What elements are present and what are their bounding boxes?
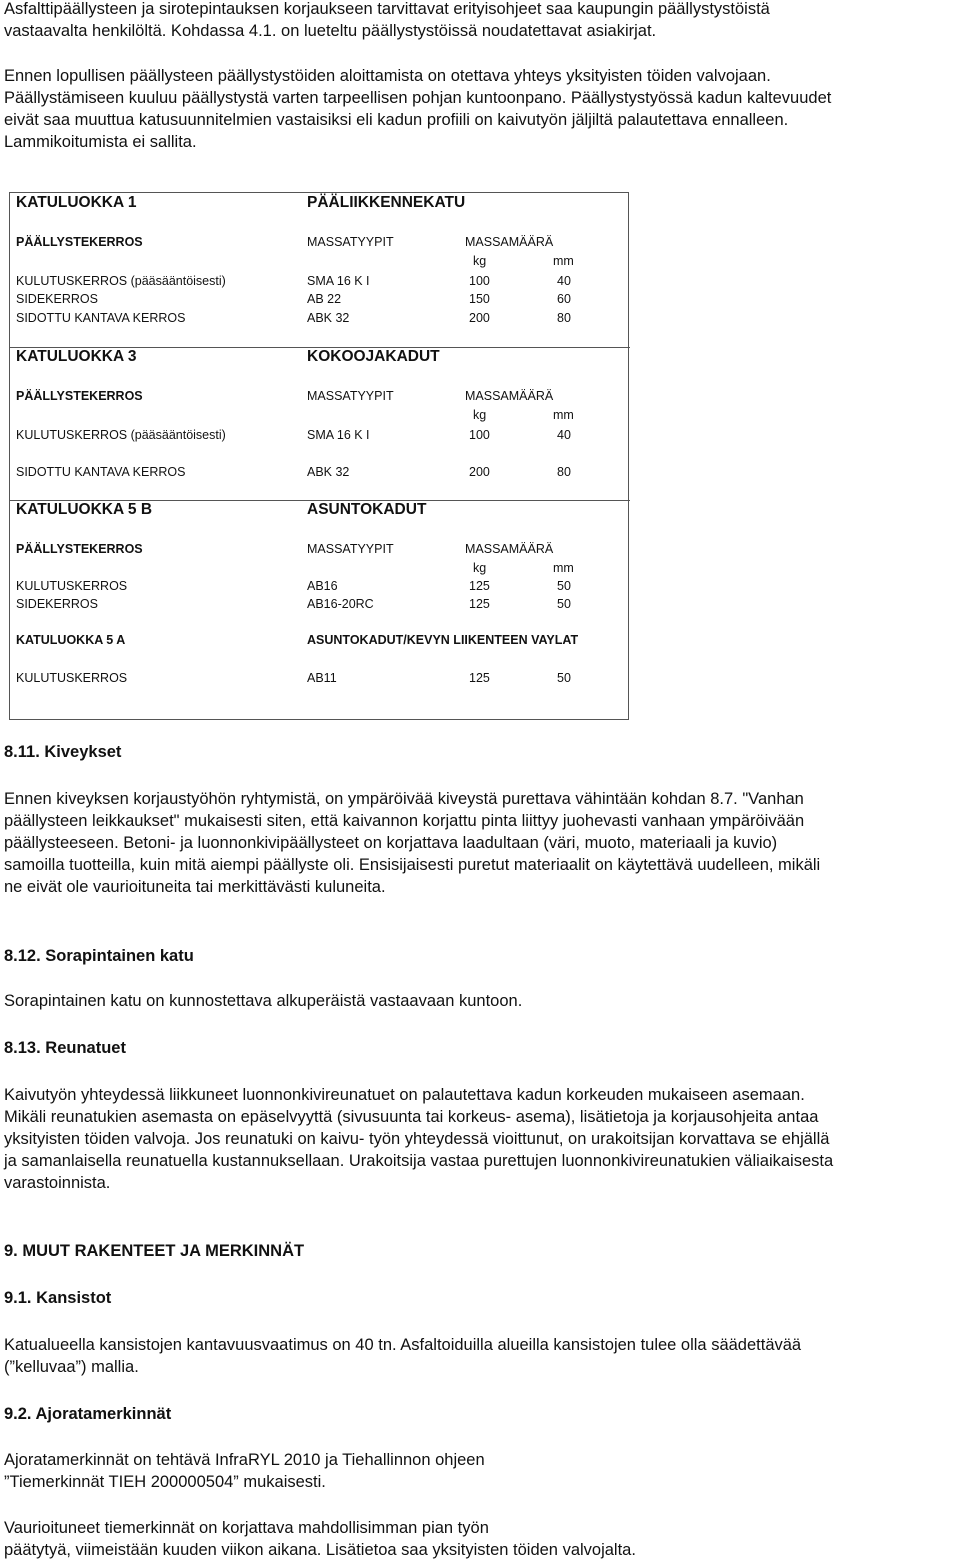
layers-label: PÄÄLLYSTEKERROS <box>16 389 143 403</box>
street-class-title: KATULUOKKA 5 B <box>16 501 153 518</box>
mass-type: AB 22 <box>307 292 342 306</box>
street-class-title: KATULUOKKA 3 <box>16 348 137 365</box>
body-line: ”Tiemerkinnät TIEH 200000504” mukaisesti. <box>4 1473 326 1491</box>
section-heading-8-13: 8.13. Reunatuet <box>4 1039 126 1057</box>
layer-name: SIDOTTU KANTAVA KERROS <box>16 465 186 479</box>
street-type-title: PÄÄLIIKKENNEKATU <box>307 194 466 211</box>
mass-kg: 125 <box>469 671 490 685</box>
mass-mm: 80 <box>557 465 571 479</box>
massamaara-header: MASSAMÄÄRÄ <box>465 542 554 556</box>
body-line: päätytyä, viimeistään kuuden viikon aikana. Lisätietoa saa yksityisten töiden valvojalta. <box>4 1541 636 1559</box>
mass-kg: 150 <box>469 292 490 306</box>
section-heading-8-11: 8.11. Kiveykset <box>4 743 122 761</box>
mm-header: mm <box>553 408 574 422</box>
body-line: varastoinnista. <box>4 1174 111 1192</box>
layer-name: KULUTUSKERROS (pääsääntöisesti) <box>16 428 226 442</box>
body-line: samoilla tuotteilla, kuin mitä aiempi päällyste oli. Ensisijaisesti puretut materiaalit on käytettävä uudelleen, mikäli <box>4 856 821 874</box>
intro-line: Ennen lopullisen päällysteen päällystystöiden aloittamista on otettava yhteys yksityisten töiden valvojaan. <box>4 67 771 85</box>
street-type-title: ASUNTOKADUT <box>307 501 427 518</box>
spec-block-katuluokka-1 <box>10 193 630 348</box>
mass-kg: 100 <box>469 274 490 288</box>
intro-line: Lammikoitumista ei sallita. <box>4 133 197 151</box>
mass-type: SMA 16 K I <box>307 428 370 442</box>
spec-block-katuluokka-3 <box>10 347 630 501</box>
body-line: ja samanlaisella reunatuella kustannuksellaan. Urakoitsija vastaa purettujen luonnonkivireunatukien väliaikaisesta <box>4 1152 834 1170</box>
intro-line: Asfalttipäällysteen ja sirotepintauksen korjaukseen tarvittavat erityisohjeet saa kaupungin päällystystöistä <box>4 0 770 18</box>
sub-street-class-title: KATULUOKKA 5 A <box>16 633 126 647</box>
mass-type: AB11 <box>307 671 337 685</box>
street-type-title: KOKOOJAKADUT <box>307 348 440 365</box>
mass-mm: 50 <box>557 579 571 593</box>
body-line: Kaivutyön yhteydessä liikkuneet luonnonkivireunatuet on palautettava kadun korkeuden mukaiseen asemaan. <box>4 1086 805 1104</box>
mass-kg: 100 <box>469 428 490 442</box>
mass-mm: 80 <box>557 311 571 325</box>
body-line: (”kelluvaa”) mallia. <box>4 1358 139 1376</box>
body-line: yksityisten töiden valvoja. Jos reunatuki on kaivu- työn yhteydessä vioittunut, on urakoitsijan korvattava se ehjällä <box>4 1130 830 1148</box>
mass-type: ABK 32 <box>307 465 350 479</box>
layer-name: KULUTUSKERROS <box>16 671 128 685</box>
mass-mm: 50 <box>557 671 571 685</box>
layers-label: PÄÄLLYSTEKERROS <box>16 235 143 249</box>
mass-kg: 125 <box>469 597 490 611</box>
mass-kg: 200 <box>469 311 490 325</box>
intro-line: eivät saa muuttua katusuunnitelmien vastaisiksi eli kadun profiili on kaivutyön jäljiltä palautettava ennalleen. <box>4 111 789 129</box>
body-line: Ennen kiveyksen korjaustyöhön ryhtymistä, on ympäröivää kiveystä purettava vähintään kohdan 8.7. "Vanhan <box>4 790 804 808</box>
layer-name: SIDEKERROS <box>16 597 98 611</box>
body-line: ne eivät ole vaurioituneita tai merkittävästi kuluneita. <box>4 878 386 896</box>
section-heading-9: 9. MUUT RAKENTEET JA MERKINNÄT <box>4 1242 305 1260</box>
mass-mm: 40 <box>557 428 571 442</box>
layers-label: PÄÄLLYSTEKERROS <box>16 542 143 556</box>
sub-street-type-title: ASUNTOKADUT/KEVYN LIIKENTEEN VAYLAT <box>307 633 579 647</box>
mass-mm: 60 <box>557 292 571 306</box>
section-heading-8-12: 8.12. Sorapintainen katu <box>4 947 194 965</box>
massatyypit-header: MASSATYYPIT <box>307 389 394 403</box>
body-line: Katualueella kansistojen kantavuusvaatimus on 40 tn. Asfaltoiduilla alueilla kansistojen tulee olla säädettävää <box>4 1336 802 1354</box>
massamaara-header: MASSAMÄÄRÄ <box>465 389 554 403</box>
layer-name: KULUTUSKERROS <box>16 579 128 593</box>
mass-type: AB16-20RC <box>307 597 374 611</box>
body-line: päällysteen leikkaukset" mukaisesti siten, että kaivannon korjattu pinta liittyy juohevasti vanhaan ympäröivään <box>4 812 805 830</box>
mm-header: mm <box>553 254 574 268</box>
section-heading-9-2: 9.2. Ajoratamerkinnät <box>4 1405 172 1423</box>
massamaara-header: MASSAMÄÄRÄ <box>465 235 554 249</box>
kg-header: kg <box>473 561 487 575</box>
body-line: Vaurioituneet tiemerkinnät on korjattava mahdollisimman pian työn <box>4 1519 489 1537</box>
mass-type: AB16 <box>307 579 338 593</box>
massatyypit-header: MASSATYYPIT <box>307 542 394 556</box>
section-heading-9-1: 9.1. Kansistot <box>4 1289 112 1307</box>
intro-line: Päällystämiseen kuuluu päällystystä varten tarpeellisen pohjan kuntoonpano. Päällystystyössä kadun kaltevuudet <box>4 89 832 107</box>
intro-line: vastaavalta henkilöltä. Kohdassa 4.1. on lueteltu päällystystöissä noudatettavat asiakirjat. <box>4 22 657 40</box>
mass-type: ABK 32 <box>307 311 350 325</box>
body-line: Ajoratamerkinnät on tehtävä InfraRYL 2010 ja Tiehallinnon ohjeen <box>4 1451 485 1469</box>
body-line: päällysteeseen. Betoni- ja luonnonkivipäällysteet on korjattava laadultaan (väri, muoto, materiaali ja kuvio) <box>4 834 778 852</box>
mm-header: mm <box>553 561 574 575</box>
mass-type: SMA 16 K I <box>307 274 370 288</box>
layer-name: KULUTUSKERROS (pääsääntöisesti) <box>16 274 226 288</box>
layer-name: SIDEKERROS <box>16 292 98 306</box>
kg-header: kg <box>473 408 487 422</box>
mass-kg: 125 <box>469 579 490 593</box>
body-line: Sorapintainen katu on kunnostettava alkuperäistä vastaavaan kuntoon. <box>4 992 523 1010</box>
street-class-title: KATULUOKKA 1 <box>16 194 137 211</box>
pavement-spec-table <box>9 192 629 720</box>
mass-mm: 50 <box>557 597 571 611</box>
layer-name: SIDOTTU KANTAVA KERROS <box>16 311 186 325</box>
mass-mm: 40 <box>557 274 571 288</box>
massatyypit-header: MASSATYYPIT <box>307 235 394 249</box>
mass-kg: 200 <box>469 465 490 479</box>
kg-header: kg <box>473 254 487 268</box>
spec-block-katuluokka-5 <box>10 500 630 720</box>
body-line: Mikäli reunatukien asemasta on epäselvyyttä (sivusuunta tai korkeus- asema), lisätietoja ja korjausohjeita antaa <box>4 1108 819 1126</box>
